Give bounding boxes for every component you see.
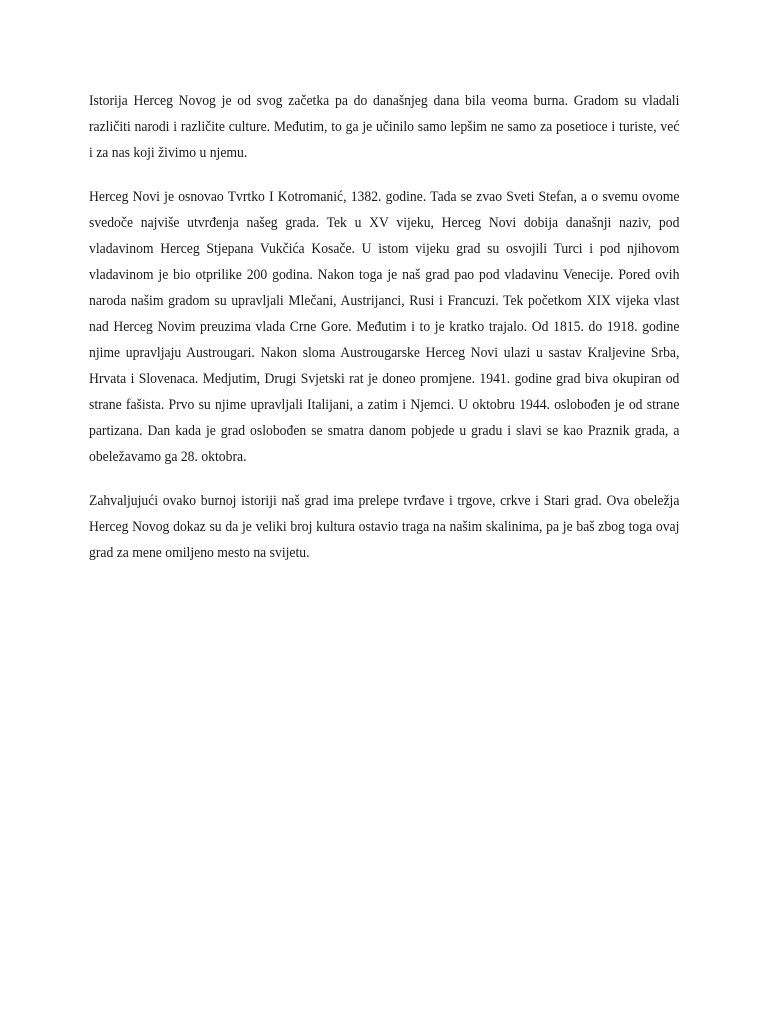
document-page (89, 88, 679, 584)
paragraph-intro: Istorija Herceg Novog je od svog začetka pa do današnjeg dana bila veoma burna. Gradom su vladali različiti narodi i različite culture. Međutim, to ga je učinilo samo lepšim ne samo za posetioce i turiste, već i za nas koji živimo u njemu. (89, 92, 680, 161)
paragraph-conclusion: Zahvaljujući ovako burnoj istoriji naš grad ima prelepe tvrđave i trgove, crkve i Stari grad. Ova obeležja Herceg Novog dokaz su da je veliki broj kultura ostavio traga na našim skalinima, pa je baš zbog toga ovaj grad za mene omiljeno mesto na svijetu. (89, 492, 680, 561)
paragraph-history: Herceg Novi je osnovao Tvrtko I Kotromanić, 1382. godine. Tada se zvao Sveti Stefan, a o svemu ovome svedoče najviše utvrđenja našeg grada. Tek u XV vijeku, Herceg Novi dobija današnji naziv, pod vladavinom Herceg Stjepana Vukčića Kosače. U istom vijeku grad su osvojili Turci i pod njihovom vladavinom je bio otprilike 200 godina. Nakon toga je naš grad pao pod vladavinu Venecije. Pored ovih naroda našim gradom su upravljali Mlečani, Austrijanci, Rusi i Francuzi. Tek početkom XIX vijeka vlast nad Herceg Novim preuzima vlada Crne Gore. Međutim i to je kratko trajalo. Od 1815. do 1918. godine njime upravljaju Austrougari. Nakon sloma Austrougarske Herceg Novi ulazi u sastav Kraljevine Srba, Hrvata i Slovenaca. Medjutim, Drugi Svjetski rat je doneo promjene. 1941. godine grad biva okupiran od strane fašista. Prvo su njime upravljali Italijani, a zatim i Njemci. U oktobru 1944. oslobođen je od strane partizana. Dan kada je grad oslobođen se smatra danom pobjede u gradu i slavi se kao Praznik grada, a obeležavamo ga 28. oktobra. (89, 188, 680, 465)
